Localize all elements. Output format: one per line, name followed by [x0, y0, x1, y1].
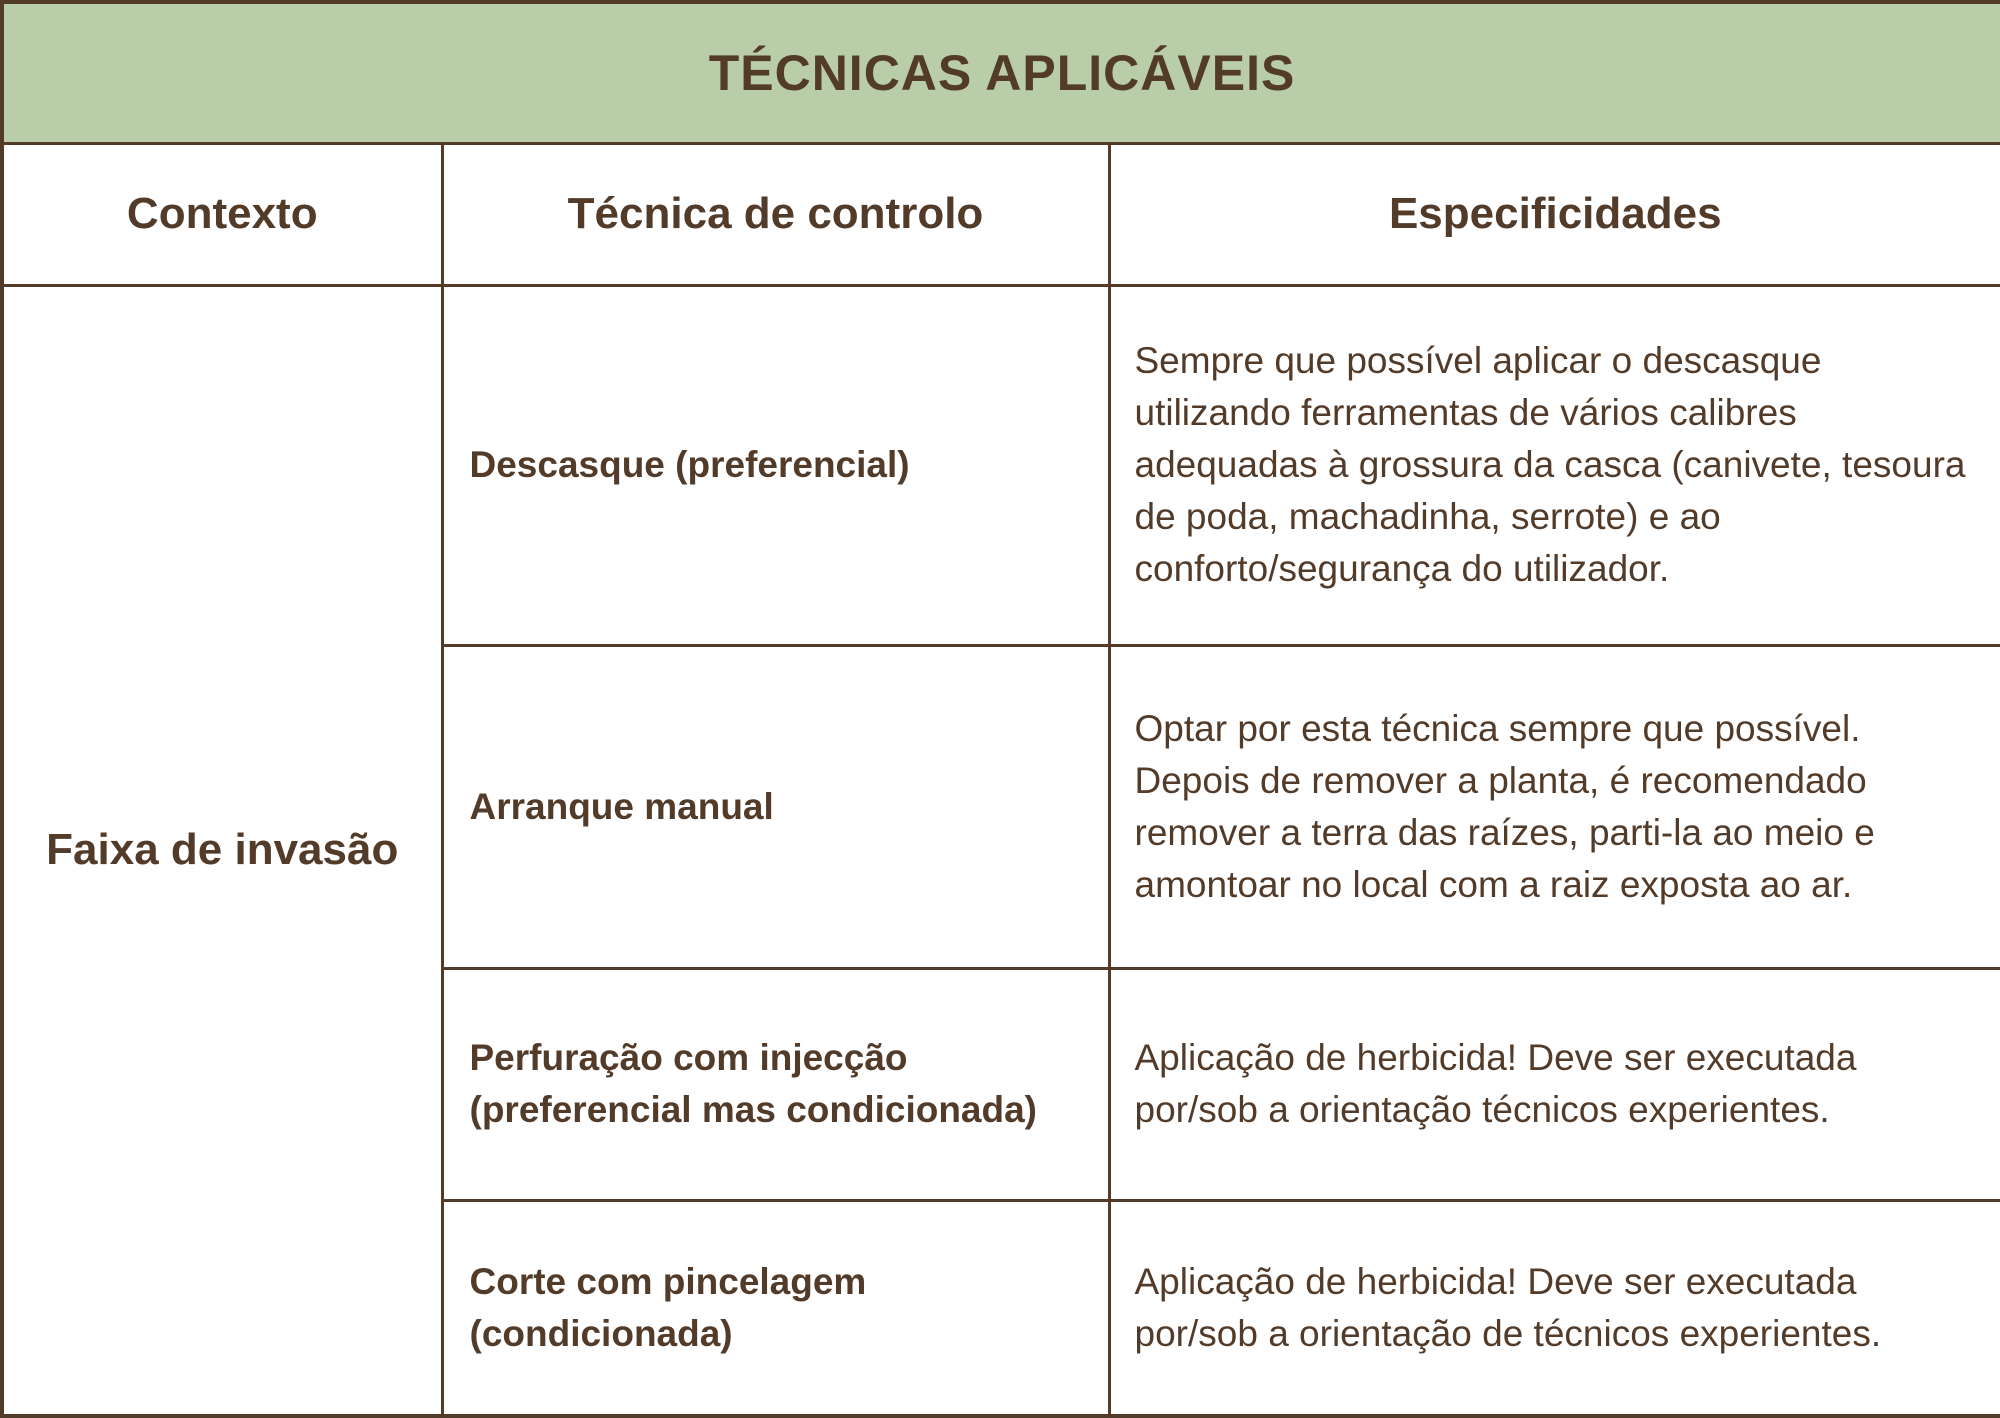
- technique-cell: Corte com pincelagem (condicionada): [442, 1200, 1109, 1416]
- column-header-context: Contexto: [2, 143, 442, 285]
- specifics-cell: Aplicação de herbicida! Deve ser executada por/sob a orientação técnicos experientes.: [1109, 968, 2000, 1200]
- title-row: [2, 2, 2000, 143]
- context-cell: Faixa de invasão: [2, 285, 442, 1416]
- specifics-cell: Optar por esta técnica sempre que possível. Depois de remover a planta, é recomendado remover a terra das raízes, parti-la ao meio e amontoar no local com a raiz exposta ao ar.: [1109, 645, 2000, 968]
- technique-cell: Arranque manual: [442, 645, 1109, 968]
- header-row: [2, 143, 2000, 285]
- table-title: TÉCNICAS APLICÁVEIS: [2, 2, 2000, 143]
- technique-cell: Descasque (preferencial): [442, 285, 1109, 645]
- specifics-cell: Sempre que possível aplicar o descasque utilizando ferramentas de vários calibres adequadas à grossura da casca (canivete, tesoura de poda, machadinha, serrote) e ao conforto/segurança do utilizador.: [1109, 285, 2000, 645]
- column-header-specifics: Especificidades: [1109, 143, 2000, 285]
- technique-cell: Perfuração com injecção (preferencial mas condicionada): [442, 968, 1109, 1200]
- column-header-technique: Técnica de controlo: [442, 143, 1109, 285]
- table-row: [2, 285, 2000, 645]
- specifics-cell: Aplicação de herbicida! Deve ser executada por/sob a orientação de técnicos experientes.: [1109, 1200, 2000, 1416]
